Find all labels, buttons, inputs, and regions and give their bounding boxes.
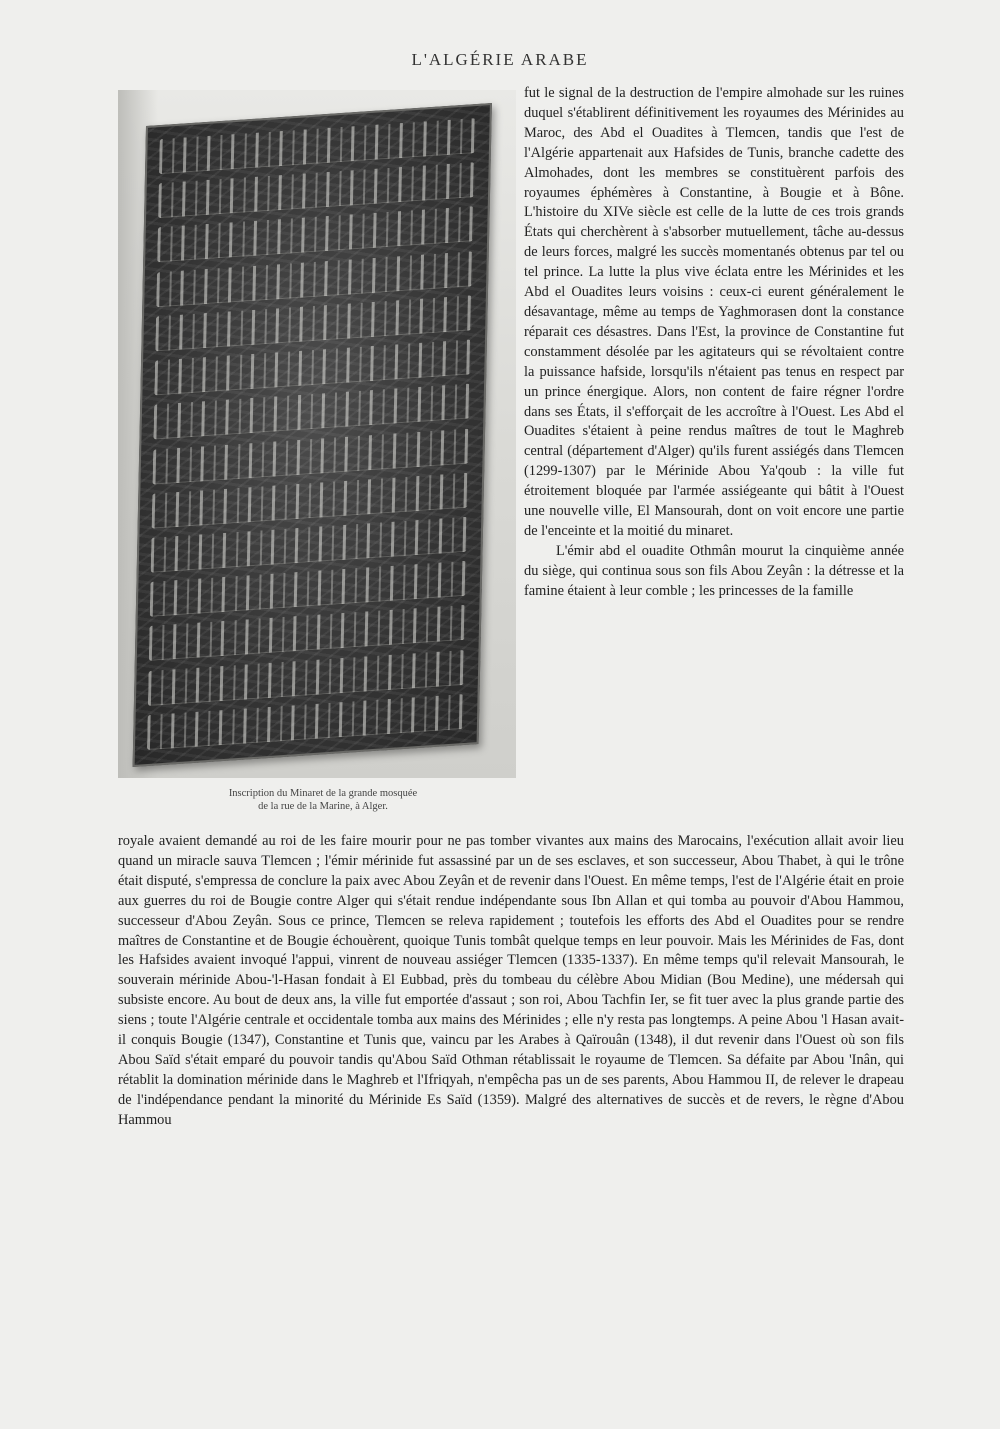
figure-caption: [150, 787, 496, 813]
inscription-photograph: [118, 90, 516, 778]
paragraph-1: fut le signal de la destruction de l'empire almohade sur les ruines duquel s'établirent définitivement les royaumes des Mérinides au Maroc, des Abd el Ouadites à Tlemcen, tandis que l'est de l'Algérie appartenait aux Hafsides de Tunis, branche cadette des Almohades, dont les membres se constituèrent parfois des royaumes éphémères à Constantine, à Bougie et à Bône. L'histoire du XIVe siècle est celle de la lutte de ces trois grands États qui cherchèrent à s'absorber mutuellement, tâche au-dessus de leurs forces, malgré les succès momentanés obtenus par tel ou tel prince. La lutte la plus vive éclata entre les Mérinides et les Abd el Ouadites leurs voisins : ceux-ci eurent généralement le désavantage, même au temps de Yaghmorasen dont la constance réparait ces désastres. Dans l'Est, la province de Constantine fut constamment désolée par les agitateurs qui se révoltaient contre la puissance hafside, lorsqu'ils n'étaient pas tenus en respect par un prince énergique. Alors, non content de faire régner l'ordre dans ses États, il s'efforçait de les accroître à l'Ouest. Les Abd el Ouadites s'étaient à peine rendus maîtres de tout le Maghreb central (département d'Alger) qu'ils furent assiégés dans Tlemcen (1299-1307) par le Mérinide Abou Ya'qoub : la ville fut étroitement bloquée par l'armée assiégeante qui bâtit à l'Ouest une nouvelle ville, El Mansourah, dont on voit encore une partie de l'enceinte et la moitié du minaret.: [524, 85, 904, 539]
paragraph-3: royale avaient demandé au roi de les faire mourir pour ne pas tomber vivantes aux mains des Marocains, l'exécution allait avoir lieu quand un miracle sauva Tlemcen ; l'émir mérinide fut assassiné par un de ses esclaves, et son successeur, Abou Thabet, à qui le trône était disputé, s'empressa de conclure la paix avec Abou Zeyân et de revenir dans l'Ouest. En même temps, l'est de l'Algérie était en proie aux guerres du roi de Bougie contre Alger qui s'était rendue indépendante sous Ibn Allan et qui tomba au pouvoir d'Abou Hammou, successeur d'Abou Zeyân. Sous ce prince, Tlemcen se releva rapidement ; toutefois les efforts des Abd el Ouadites pour se rendre maîtres de Constantine et de Bougie échouèrent, quoique Tunis tombât quelque temps en leur pouvoir. Mais les Mérinides de Fas, dont les Hafsides avaient invoqué l'appui, vinrent de nouveau assiéger Tlemcen (1335-1337). En même temps qu'il relevait Mansourah, le souverain mérinide Abou-'l-Hasan fondait à El Eubbad, près du tombeau du célèbre Abou Midian (Bou Medine), une médersah qui subsiste encore. Au bout de deux ans, la ville fut emportée d'assaut ; son roi, Abou Tachfin Ier, se fit tuer avec la plus grande partie des siens ; toute l'Algérie centrale et occidentale tomba aux mains des Mérinides ; elle n'y resta pas longtemps. A peine Abou 'l Hasan avait-il conquis Bougie (1347), Constantine et Tunis que, vaincu par les Arabes à Qaïrouân (1348), il dut revenir dans l'Ouest où son fils Abou Saïd s'était emparé du pouvoir tandis qu'Abou Saïd Othman rétablissait le royaume de Tlemcen. Sa défaite par Abou 'Inân, qui rétablit la domination mérinide dans le Maghreb et l'Ifriqyah, n'empêcha pas un de ses parents, Abou Hammou II, de relever le drapeau de l'indépendance pendant la minorité du Mérinide Es Saïd (1359). Malgré des alternatives de succès et de revers, le règne d'Abou Hammou: [118, 833, 904, 1128]
full-width-text: [118, 832, 904, 1131]
caption-line-1: Inscription du Minaret de la grande mosquée: [228, 788, 418, 799]
caption-line-2: de la rue de la Marine, à Alger.: [258, 801, 388, 812]
paragraph-2: L'émir abd el ouadite Othmân mourut la cinquième année du siège, qui continua sous son fils Abou Zeyân : la détresse et la famine étaient à leur comble ; les princesses de la famille: [524, 542, 904, 599]
right-column-text: [524, 84, 904, 602]
inscription-tablet: [133, 103, 492, 767]
calligraphy-lines: [147, 118, 476, 750]
running-head: L'ALGÉRIE ARABE: [411, 50, 589, 69]
